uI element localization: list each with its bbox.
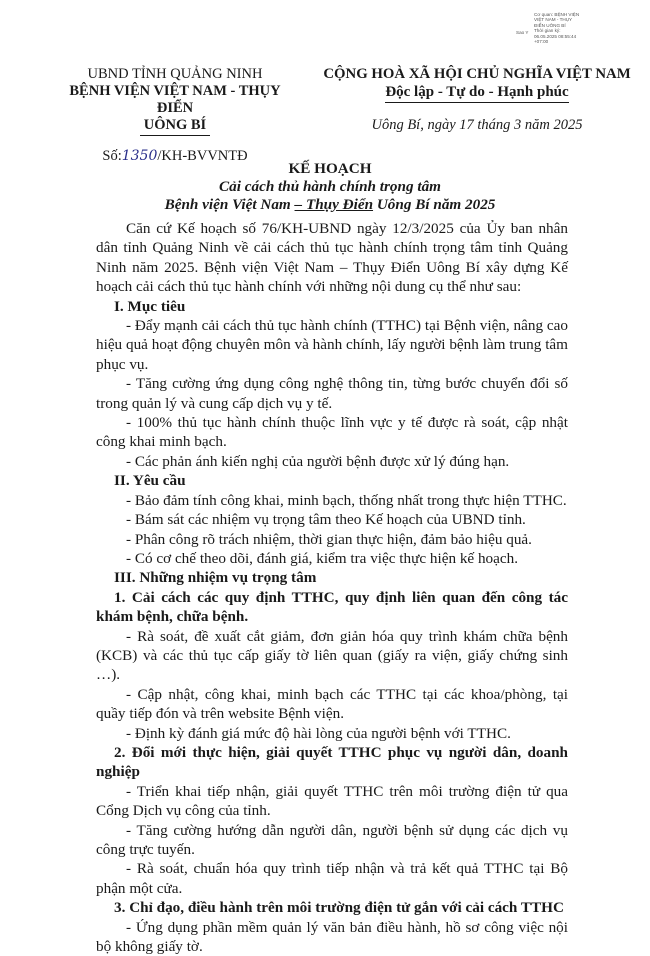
document-date: Uông Bí, ngày 17 tháng 3 năm 2025 bbox=[371, 117, 583, 133]
stamp-line: +07:00 bbox=[534, 39, 549, 45]
stamp-line: Thời gian ký: bbox=[534, 28, 561, 34]
stamp-line: 06.05.2025 08:55:44 bbox=[534, 33, 577, 39]
national-name: CỘNG HOÀ XÃ HỘI CHỦ NGHĨA VIỆT NAM bbox=[323, 66, 631, 82]
list-item: - Phân công rõ trách nhiệm, thời gian thực hiện, đảm bảo hiệu quả. bbox=[126, 530, 532, 548]
title-subject: Cải cách thủ hành chính trọng tâm bbox=[219, 178, 441, 195]
list-item: - 100% thủ tục hành chính thuộc lĩnh vực y tế được rà soát, cập nhật công khai minh bạch. bbox=[96, 414, 568, 451]
title-scope-a: Bệnh viện Việt Nam bbox=[164, 196, 295, 213]
doc-number-suffix: /KH-BVVNTĐ bbox=[157, 148, 248, 164]
title-scope-c: Uông Bí năm 2025 bbox=[373, 196, 496, 213]
doc-number-handwritten: 1350 bbox=[121, 148, 158, 164]
agency-name: BỆNH VIỆN VIỆT NAM - THỤY ĐIỂN bbox=[69, 83, 281, 116]
list-item: - Đẩy mạnh cải cách thủ tục hành chính (TTHC) tại Bệnh viện, nâng cao hiệu quả hoạt động chuyên môn và hành chính, lấy người bệnh làm trung tâm phục vụ. bbox=[96, 317, 568, 373]
agency-name-cont: UÔNG BÍ bbox=[140, 117, 210, 136]
list-item: - Rà soát, chuẩn hóa quy trình tiếp nhận và trả kết quả TTHC tại Bộ phận một cửa. bbox=[96, 860, 568, 897]
national-motto: Độc lập - Tự do - Hạnh phúc bbox=[385, 84, 568, 103]
list-item: - Tăng cường ứng dụng công nghệ thông tin, từng bước chuyển đổi số trong quản lý và cung cấp dịch vụ y tế. bbox=[96, 375, 568, 412]
subsection-heading: 2. Đổi mới thực hiện, giải quyết TTHC phục vụ người dân, doanh nghiệp bbox=[96, 743, 568, 781]
document-body bbox=[96, 219, 568, 956]
list-item: - Bảo đảm tính công khai, minh bạch, thống nhất trong thực hiện TTHC. bbox=[126, 491, 567, 509]
stamp-sao-y: Sao Y bbox=[516, 30, 529, 35]
list-item: - Các phản ánh kiến nghị của người bệnh được xử lý đúng hạn. bbox=[126, 452, 510, 470]
subsection-heading: 1. Cải cách các quy định TTHC, quy định liên quan đến công tác khám bệnh, chữa bệnh. bbox=[96, 588, 568, 626]
document-title bbox=[100, 160, 560, 214]
section-heading: II. Yêu cầu bbox=[114, 472, 186, 490]
list-item: - Triển khai tiếp nhận, giải quyết TTHC trên môi trường điện tử qua Cổng Dịch vụ công của tỉnh. bbox=[96, 782, 568, 820]
title-type: KẾ HOẠCH bbox=[288, 160, 372, 177]
section-heading: I. Mục tiêu bbox=[114, 297, 186, 315]
national-motto-header bbox=[322, 66, 632, 134]
doc-number-prefix: Số: bbox=[102, 148, 122, 164]
subsection-heading: 3. Chỉ đạo, điều hành trên môi trường điện tử gắn với cải cách TTHC bbox=[114, 899, 564, 917]
list-item: - Định kỳ đánh giá mức độ hài lòng của người bệnh với TTHC. bbox=[126, 724, 511, 742]
section-heading: III. Những nhiệm vụ trọng tâm bbox=[114, 569, 317, 587]
list-item: - Bám sát các nhiệm vụ trọng tâm theo Kế hoạch của UBND tỉnh. bbox=[126, 511, 526, 529]
list-item: - Có cơ chế theo dõi, đánh giá, kiểm tra việc thực hiện kế hoạch. bbox=[126, 549, 519, 567]
digital-signature-stamp bbox=[516, 12, 646, 45]
title-scope bbox=[100, 196, 560, 214]
title-scope-b: – Thụy Điển bbox=[294, 196, 374, 213]
stamp-line: Cơ quan: BỆNH VIỆN bbox=[534, 12, 580, 17]
list-item: - Ứng dụng phần mềm quản lý văn bản điều hành, hồ sơ công việc nội bộ không giấy tờ. bbox=[96, 918, 568, 956]
list-item: - Rà soát, đề xuất cắt giảm, đơn giản hóa quy trình khám chữa bệnh (KCB) và các thủ tục cấp giấy tờ liên quan (giấy ra viện, giấy chứng sinh …). bbox=[96, 627, 568, 684]
issuing-agency-header bbox=[60, 66, 290, 165]
list-item: - Tăng cường hướng dẫn người dân, người bệnh sử dụng các dịch vụ công trực tuyến. bbox=[96, 821, 568, 858]
agency-parent: UBND TỈNH QUẢNG NINH bbox=[87, 66, 263, 82]
stamp-line: VIỆT NAM - THỤY bbox=[534, 17, 573, 23]
intro-paragraph: Căn cứ Kế hoạch số 76/KH-UBND ngày 12/3/2025 của Ủy ban nhân dân tỉnh Quảng Ninh về cải cách thủ tục hành chính trọng tâm tỉnh Quảng Ninh năm 2025. Bệnh viện Việt Nam – Thụy Điển Uông Bí xây dựng Kế hoạch cải cách thủ tục hành chính với những nội dung cụ thể như sau: bbox=[96, 220, 568, 296]
stamp-line: ĐIỂN UÔNG BÍ bbox=[534, 22, 566, 28]
list-item: - Cập nhật, công khai, minh bạch các TTHC tại các khoa/phòng, tại quầy tiếp đón và trên website Bệnh viện. bbox=[96, 685, 568, 723]
